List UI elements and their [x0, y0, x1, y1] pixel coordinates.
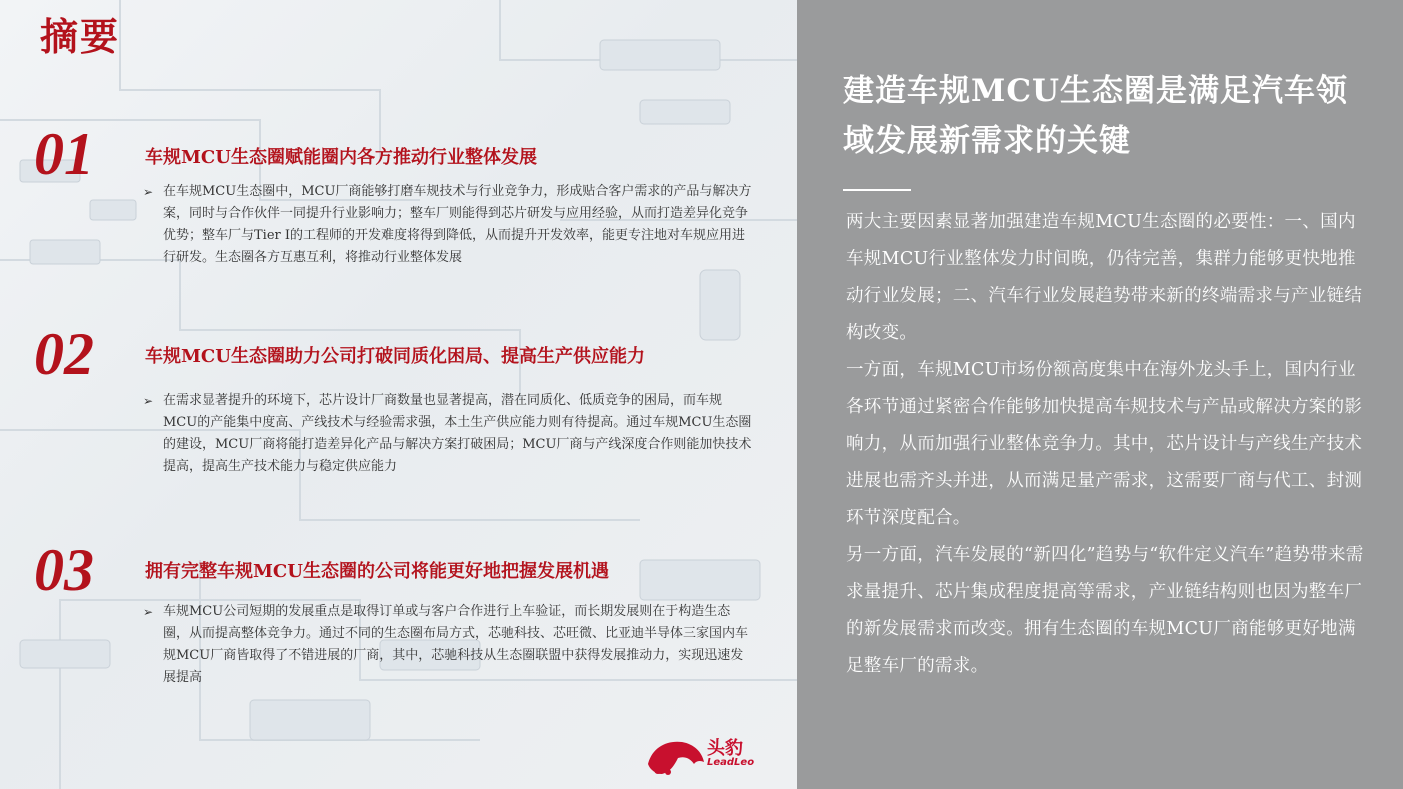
arrow-bullet-icon: ➢	[143, 185, 154, 199]
section-number-3: 03	[34, 537, 94, 603]
page-title: 摘要	[40, 14, 121, 59]
section-body-3	[143, 601, 753, 689]
logo-name: 头豹	[707, 738, 743, 759]
summary-body	[846, 204, 1371, 685]
section-title-1: 车规MCU生态圈赋能圈内各方推动行业整体发展	[145, 147, 537, 168]
section-body-2	[143, 390, 753, 478]
summary-heading: 建造车规MCU生态圈是满足汽车领域发展新需求的关键	[843, 73, 1349, 159]
section-title-3: 拥有完整车规MCU生态圈的公司将能更好地把握发展机遇	[145, 561, 609, 582]
summary-paragraph-3: 另一方面，汽车发展的“新四化”趋势与“软件定义汽车”趋势带来需求量提升、芯片集成程度提高等需求，产业链结构则也因为整车厂的新发展需求而改变。拥有生态圈的车规MCU厂商能够更好地满足整车厂的需求。	[846, 545, 1364, 676]
summary-paragraph-2: 一方面，车规MCU市场份额高度集中在海外龙头手上，国内行业各环节通过紧密合作能够加快提高车规技术与产品或解决方案的影响力，从而加强行业整体竞争力。其中，芯片设计与产线生产技术进展也需齐头并进，从而满足量产需求，这需要厂商与代工、封测环节深度配合。	[846, 360, 1363, 528]
section-text-1: 在车规MCU生态圈中，MCU厂商能够打磨车规技术与行业竞争力，形成贴合客户需求的产品与解决方案，同时与合作伙伴一同提升行业影响力；整车厂则能得到芯片研发与应用经验，从而打造差异化竞争优势；整车厂与Tier I的工程师的开发难度将得到降低，从而提升开发效率，能更专注地对车规应用进行研发。生态圈各方互惠互利，将推动行业整体发展	[163, 184, 752, 265]
summary-paragraph-1: 两大主要因素显著加强建造车规MCU生态圈的必要性：一、国内车规MCU行业整体发力时间晚，仍待完善，集群力能够更快地推动行业发展；二、汽车行业发展趋势带来新的终端需求与产业链结构改变。	[846, 212, 1363, 343]
heading-divider	[843, 189, 911, 191]
logo-subtitle: LeadLeo	[707, 757, 755, 768]
arrow-bullet-icon: ➢	[143, 394, 154, 408]
section-body-1	[143, 181, 753, 269]
section-number-2: 02	[34, 321, 94, 387]
arrow-bullet-icon: ➢	[143, 605, 154, 619]
section-text-2: 在需求显著提升的环境下，芯片设计厂商数量也显著提高，潜在同质化、低质竞争的困局，而车规MCU的产能集中度高、产线技术与经验需求强，本土生产供应能力则有待提高。通过车规MCU生态圈的建设，MCU厂商将能打造差异化产品与解决方案打破困局；MCU厂商与产线深度合作则能加快技术提高，提高生产技术能力与稳定供应能力	[163, 393, 752, 474]
section-title-2: 车规MCU生态圈助力公司打破同质化困局、提高生产供应能力	[145, 346, 645, 367]
section-number-1: 01	[34, 121, 94, 187]
section-text-3: 车规MCU公司短期的发展重点是取得订单或与客户合作进行上车验证，而长期发展则在于构造生态圈，从而提高整体竞争力。通过不同的生态圈布局方式，芯驰科技、芯旺微、比亚迪半导体三家国内车规MCU厂商皆取得了不错进展的厂商，其中，芯驰科技从生态圈联盟中获得发展推动力，实现迅速发展提高	[163, 604, 749, 685]
